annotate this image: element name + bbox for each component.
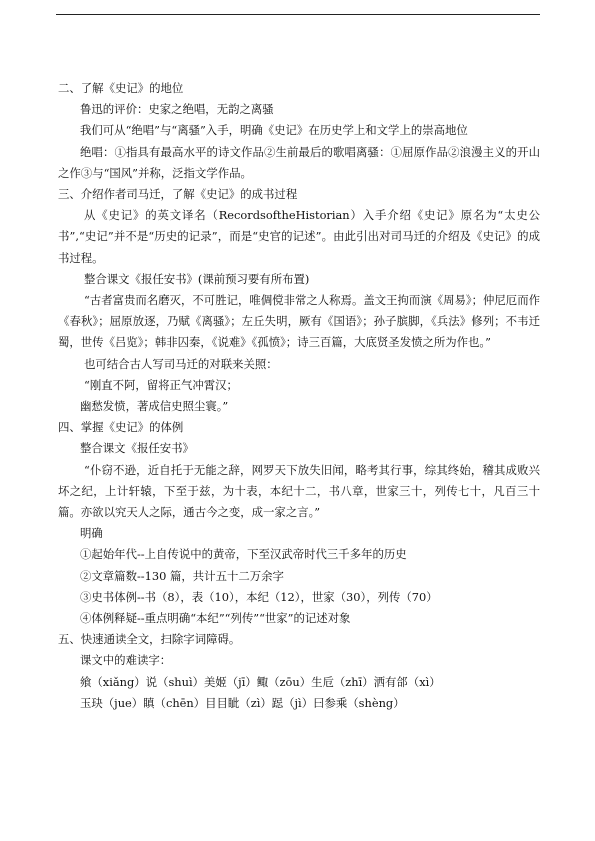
section2-entry: 我们可从“绝唱”与“离骚”入手，明确《史记》在历史学上和文学上的崇高地位: [80, 123, 468, 138]
section3-heading: 三、介绍作者司马迁，了解《史记》的成书过程: [58, 187, 298, 202]
difficult-words-row-2: 玉玦（jue）瞋（chēn）目目眦（zì）跽（jì）曰参乘（shèng）: [80, 695, 405, 710]
section3-integrate: 整合课文《报任安书》(课前预习要有所布置): [84, 271, 310, 286]
lu-xun-evaluation: 鲁迅的评价：史家之绝唱，无韵之离骚: [80, 102, 274, 117]
section4-clarify: 明确: [80, 526, 103, 541]
difficult-words-row-1: 飨（xiǎng）说（shuì）美姬（jī）鲰（zōu）生卮（zhī）洒有郃（xì）: [80, 674, 441, 689]
section4-integrate: 整合课文《报任安书》: [80, 441, 194, 456]
couplet-line-2: 幽愁发愤，著成信史照尘寰。”: [80, 399, 229, 414]
section3-quote: “古者富贵而名磨灭，不可胜记，唯倜傥非常之人称焉。盖文王拘而演《周易》；仲尼厄而作《春秋》；屈原放逐，乃赋《离骚》；左丘失明，厥有《国语》；孙子膑脚，《兵法》修列；不韦迁蜀，世传《吕览》；韩非囚秦，《说难》《孤愤》；诗三百篇，大底贤圣发愤之所为作也。”: [58, 293, 540, 350]
section5-heading: 五、快速通读全文，扫除字词障碍。: [58, 632, 241, 647]
difficult-words-label: 课文中的难读字：: [80, 653, 172, 668]
couplet-line-1: “刚直不阿，留将正气冲霄汉；: [84, 377, 238, 392]
document-body: [58, 78, 540, 714]
section4-quote: “仆窃不逊，近自托于无能之辞，网罗天下放失旧闻，略考其行事，综其终始，稽其成败兴坏之纪，上计轩辕，下至于兹，为十表，本纪十二，书八章，世家三十，列传七十，凡百三十篇。亦欲以究天人之际，通古今之变，成一家之言。”: [58, 462, 540, 520]
couplet-intro: 也可结合古人写司马迁的对联来关照：: [84, 356, 278, 371]
header-rule: [56, 14, 540, 15]
section4-heading: 四、掌握《史记》的体例: [58, 420, 184, 435]
section2-explanation: 绝唱：①指具有最高水平的诗文作品②生前最后的歌唱离骚：①屈原作品②浪漫主义的开山之作③与“国风”并称，泛指文学作品。: [58, 144, 540, 180]
list-item: ③史书体例--书（8），表（10），本纪（12），世家（30），列传（70）: [80, 589, 438, 604]
list-item: ②文章篇数--130 篇，共计五十二万余字: [80, 568, 284, 583]
list-item: ①起始年代--上自传说中的黄帝，下至汉武帝时代三千多年的历史: [80, 547, 407, 562]
section2-heading: 二、了解《史记》的地位: [58, 81, 184, 95]
list-item: ④体例释疑--重点明确“本纪”“列传”“世家”的记述对象: [80, 611, 351, 626]
section3-intro: 从《史记》的英文译名（RecordsoftheHistorian）入手介绍《史记》原名为“太史公书”,“史记”并不是“历史的记录”，而是“史官的记述”。由此引出对司马迁的介绍及《史记》的成书过程。: [58, 208, 540, 265]
